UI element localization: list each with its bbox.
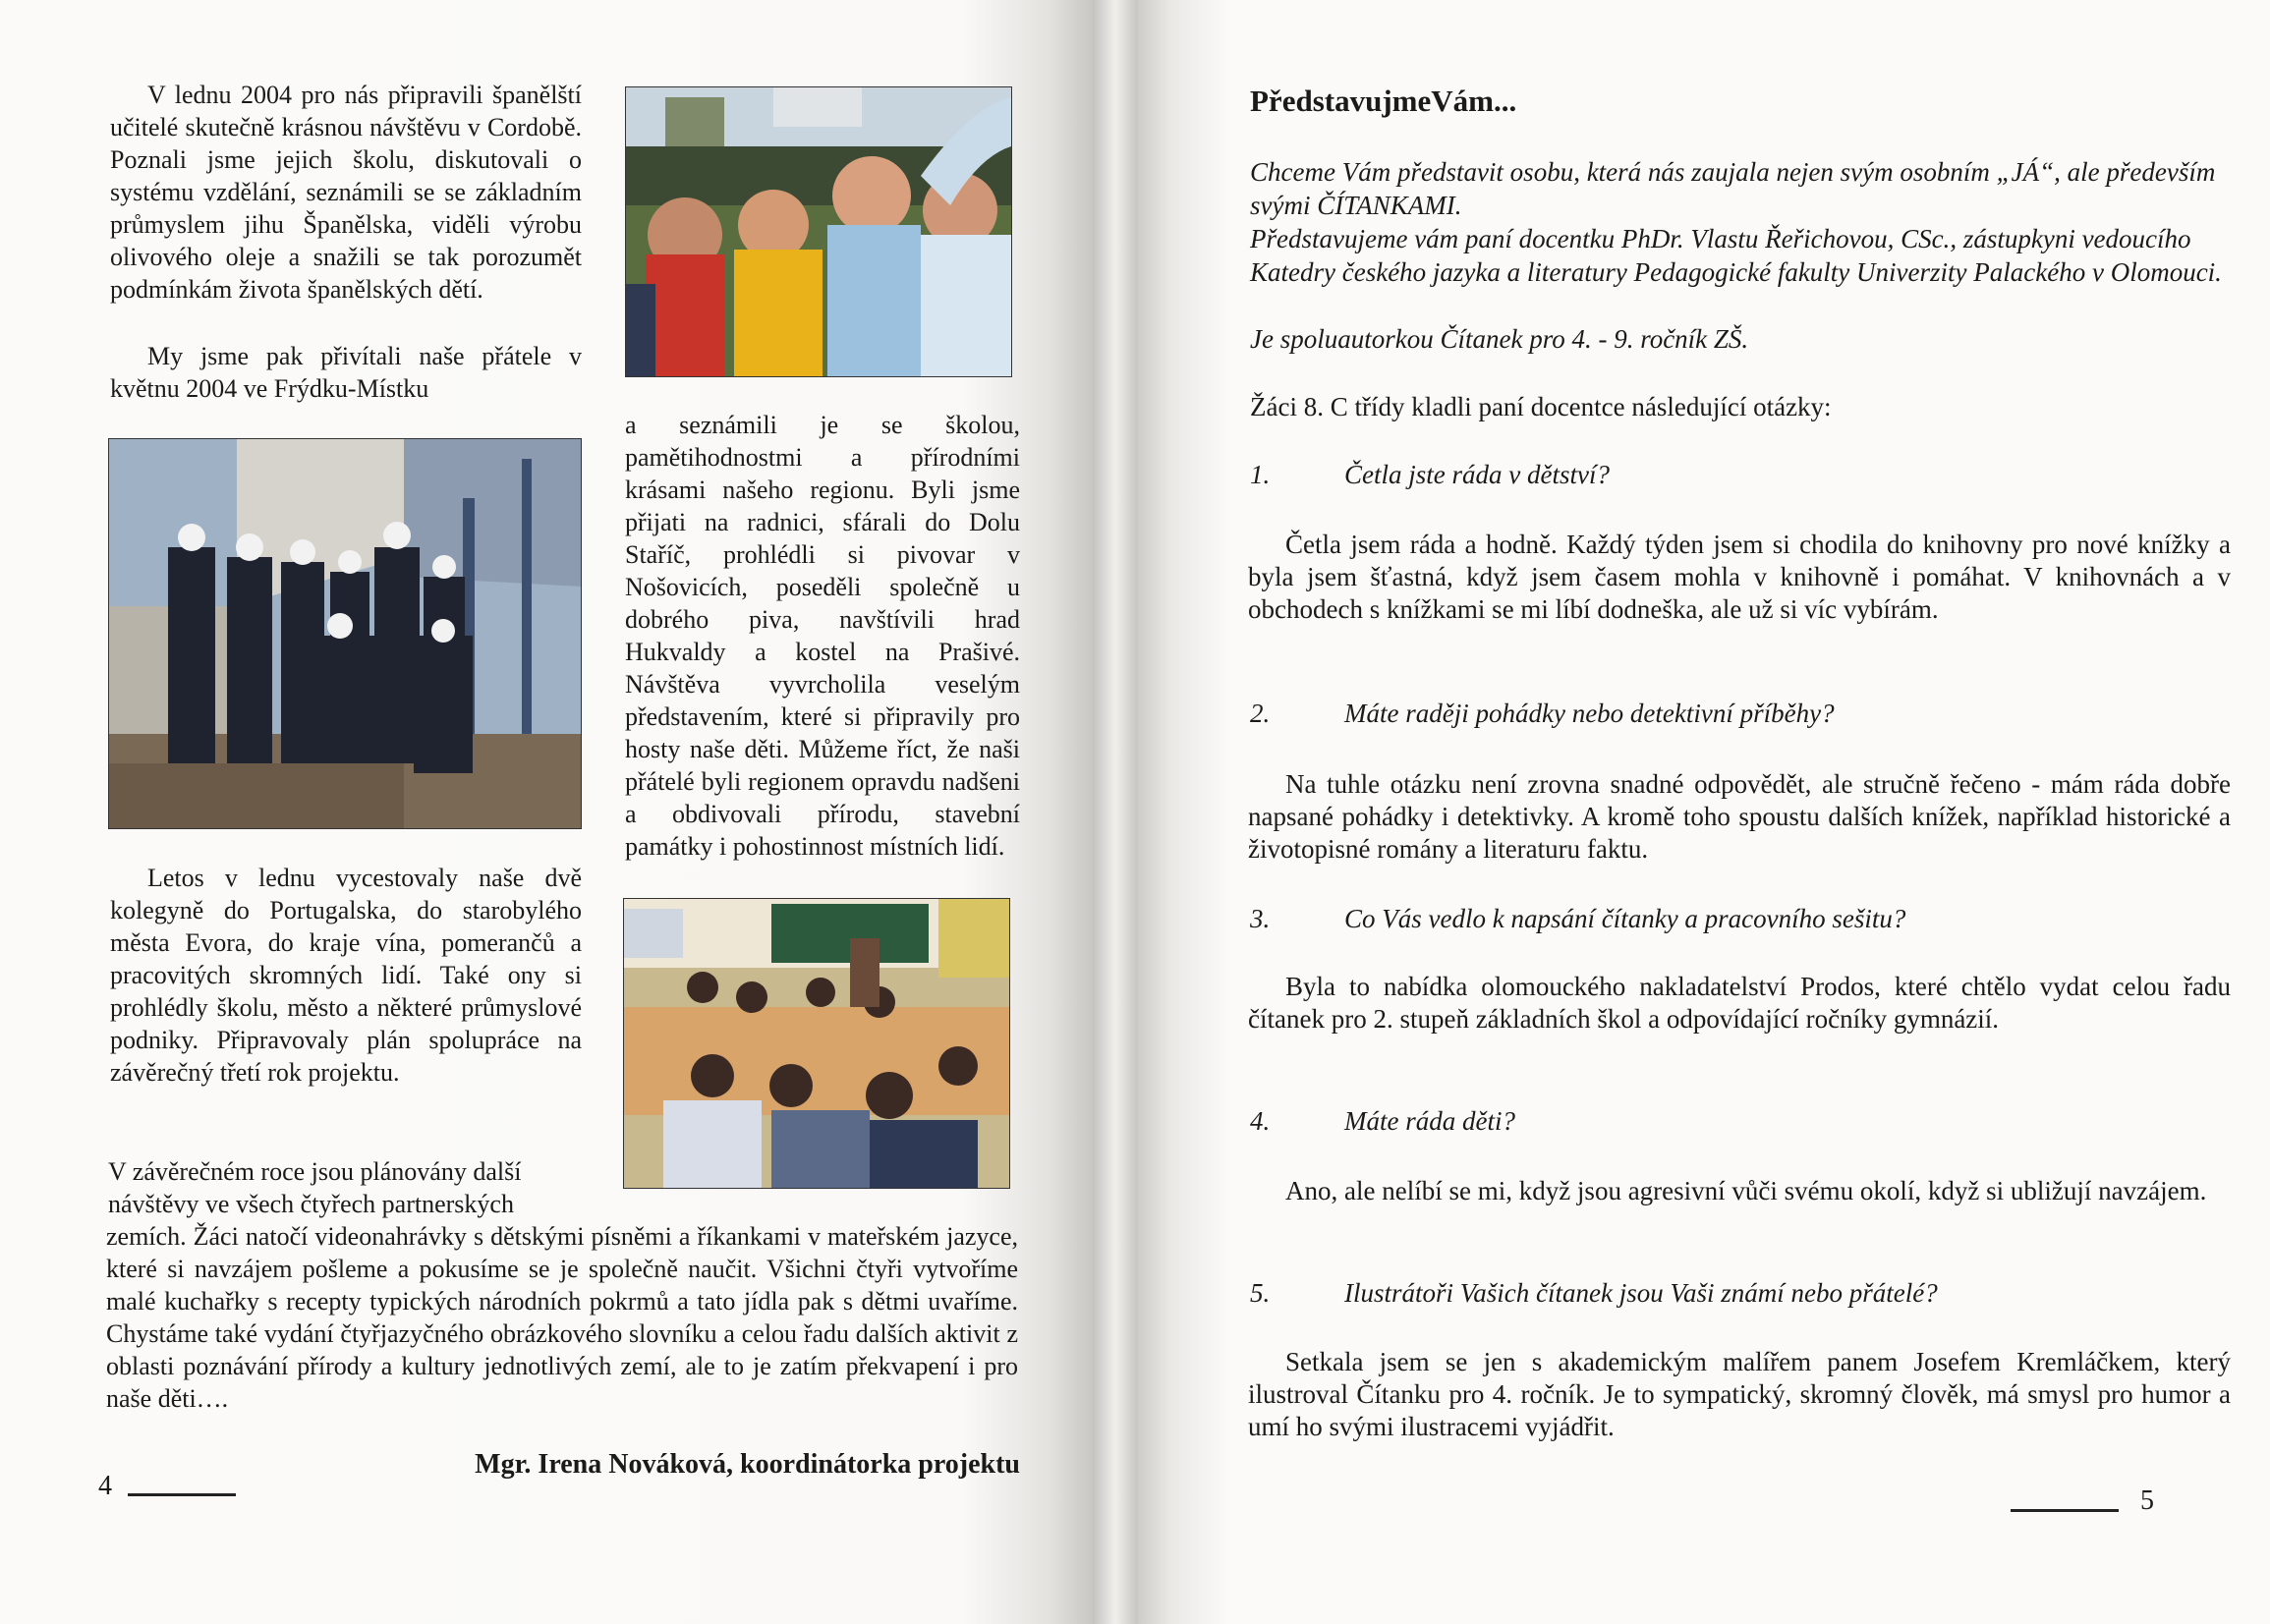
photo-spanish-children (625, 86, 1012, 377)
question-number-5: 5. (1250, 1278, 1271, 1308)
page-number-right: 5 (2140, 1485, 2154, 1516)
question-4: Máte ráda děti? (1344, 1106, 1515, 1136)
intro-italic-1: Chceme Vám představit osobu, která nás zaujala nejen svým osobním „JÁ“, ale především svými ČÍTANKAMI. (1250, 157, 2216, 220)
answer-2: Na tuhle otázku není zrovna snadné odpovědět, ale stručně řečeno - mám ráda dobře napsané pohádky i detektivky. A kromě toho spoustu dalších knížek, například historické a životopisné romány a literaturu faktu. (1248, 769, 2231, 864)
section-heading: PředstavujmeVám... (1250, 84, 1517, 118)
question-5: Ilustrátoři Vašich čítanek jsou Vaši známí nebo přátelé? (1344, 1278, 1938, 1308)
answer-3: Byla to nabídka olomouckého nakladatelství Prodos, které chtělo vydat celou řadu čítanek pro 2. stupeň základních škol a odpovídající ročníky gymnázií. (1248, 972, 2231, 1034)
question-number-4: 4. (1250, 1106, 1271, 1136)
final-line-1: V závěrečném roce jsou plánovány další (108, 1157, 522, 1186)
left-page (0, 0, 1093, 1624)
photo-classroom (623, 898, 1010, 1189)
intro-italic-3: Je spoluautorkou Čítanek pro 4. - 9. ročník ZŠ. (1250, 324, 1749, 354)
question-number-3: 3. (1250, 904, 1271, 933)
answer-5: Setkala jsem se jen s akademickým malířem panem Josefem Kremláčkem, který ilustroval Čítanku pro 4. ročník. Je to sympatický, skromný člověk, má smysl pro humor a umí ho svými ilustracemi vyjádřit. (1248, 1347, 2231, 1441)
question-number-1: 1. (1250, 460, 1271, 489)
questions-lead: Žáci 8. C třídy kladli paní docentce následující otázky: (1250, 392, 1832, 421)
page-number-left: 4 (98, 1471, 112, 1501)
final-line-2: návštěvy ve všech čtyřech partnerských (108, 1190, 514, 1218)
welcome-continuation: a seznámili je se školou, pamětihodnostmi a přírodními krásami našeho regionu. Byli jsme přijati na radnici, sfárali do Dolu Staříč, prohlédli si pivovar v Nošovicích, poseděli společně u dobrého piva, navštívili hrad Hukvaldy a kostel na Prašivé. Návštěva vyvrcholila veselým představením, které si připravily pro hosty naše děti. Můžeme říct, že naši přátelé byli regionem opravdu nadšeni a obdivovali přírodu, stavební památky i pohostinnost místních lidí. (625, 411, 1020, 861)
answer-4: Ano, ale nelíbí se mi, když jsou agresivní vůči svému okolí, když si ubližují navzájem. (1285, 1176, 2207, 1205)
final-paragraph-rest: zemích. Žáci natočí videonahrávky s dětskými písněmi a říkankami v mateřském jazyce, které si navzájem pošleme a pokusíme se je společně naučit. Všichni čtyři vytvoříme malé kuchařky s recepty typických národních pokrmů a tato jídla pak s dětmi uvaříme. Chystáme také vydání čtyřjazyčného obrázkového slovníku a celou řadu dalších aktivit z oblasti poznávání přírody a kultury jednotlivých zemí, ale to je zatím překvapení i pro naše děti…. (106, 1222, 1018, 1413)
intro-italic-2: Představujeme vám paní docentku PhDr. Vlastu Řeřichovou, CSc., zástupkyni vedoucího Katedry českého jazyka a literatury Pedagogické fakulty Univerzity Palackého v Olomouci. (1250, 224, 2222, 287)
photo-miners-group (108, 438, 582, 829)
book-gutter (1093, 0, 1138, 1624)
question-1: Četla jste ráda v dětství? (1344, 460, 1610, 489)
signature: Mgr. Irena Nováková, koordinátorka projektu (475, 1449, 1020, 1480)
page-rule-right (2011, 1509, 2119, 1512)
welcome-paragraph: My jsme pak přivítali naše přátele v květnu 2004 ve Frýdku-Místku (110, 342, 582, 403)
intro-paragraph: V lednu 2004 pro nás připravili španělští učitelé skutečně krásnou návštěvu v Cordobě. Poznali jsme jejich školu, diskutovali o systému vzdělání, seznámili se se základním průmyslem jihu Španělska, viděli výrobu olivového oleje a snažili se tak porozumět podmínkám života španělských dětí. (110, 81, 582, 304)
portugal-paragraph: Letos v lednu vycestovaly naše dvě kolegyně do Portugalska, do starobylého města Evora, do kraje vína, pomerančů a pracovitých skromných lidí. Také ony si prohlédly školu, město a některé průmyslové podniky. Připravovaly plán spolupráce na závěrečný třetí rok projektu. (110, 864, 582, 1087)
page-rule-left (128, 1493, 236, 1496)
answer-1: Četla jsem ráda a hodně. Každý týden jsem si chodila do knihovny pro nové knížky a byla jsem šťastná, když jsem časem mohla v knihovně i pomáhat. V knihovnách a v obchodech s knížkami se mi líbí dodneška, ale už si víc vybírám. (1248, 530, 2231, 624)
question-3: Co Vás vedlo k napsání čítanky a pracovního sešitu? (1344, 904, 1906, 933)
question-number-2: 2. (1250, 699, 1271, 728)
question-2: Máte raději pohádky nebo detektivní příběhy? (1344, 699, 1835, 728)
right-page (1138, 0, 2270, 1624)
